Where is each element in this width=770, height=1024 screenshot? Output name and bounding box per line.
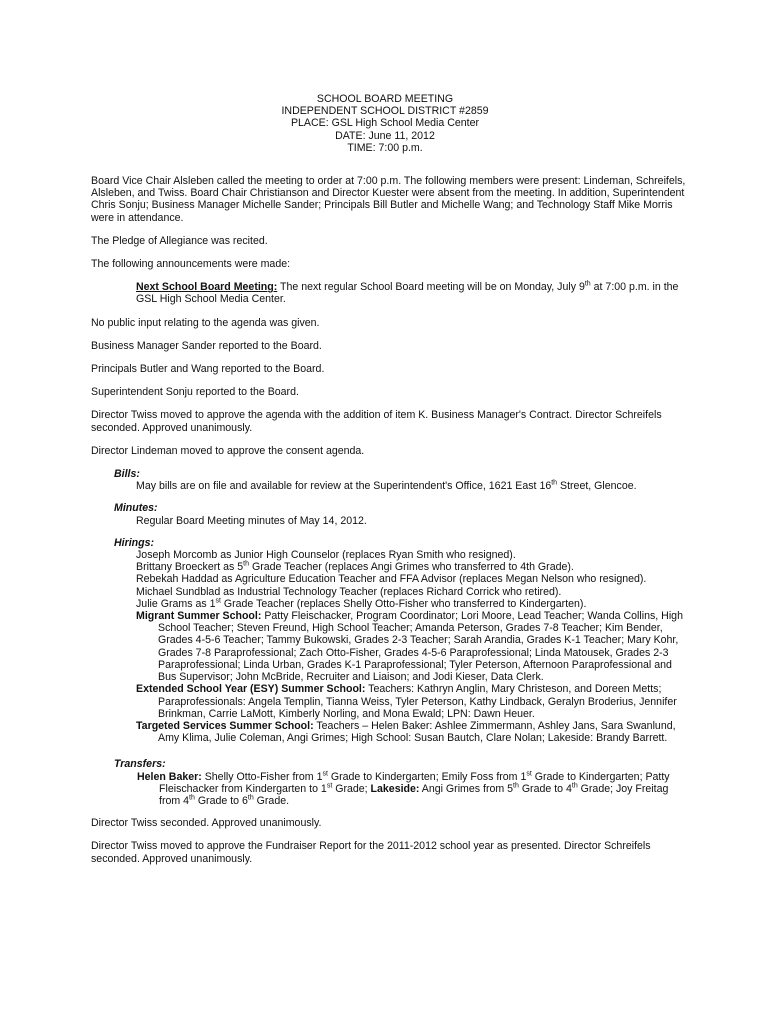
hirings-section bbox=[91, 537, 691, 744]
hiring-text: Brittany Broeckert as 5 bbox=[136, 561, 244, 574]
fundraiser-paragraph: Director Twiss moved to approve the Fundraiser Report for the 2011-2012 school year as presented. Director Schreifels seconded. Approved unanimously. bbox=[91, 840, 651, 865]
superscript: st bbox=[215, 597, 221, 605]
hiring-text: Grade Teacher (replaces Angi Grimes who transferred to 4th Grade). bbox=[249, 561, 574, 574]
bills-text bbox=[136, 480, 691, 492]
minutes-text: Regular Board Meeting minutes of May 14, 2012. bbox=[136, 514, 367, 527]
hiring-text: Grade Teacher (replaces Shelly Otto-Fisher who transferred to Kindergarten). bbox=[220, 597, 587, 610]
meeting-header bbox=[0, 93, 770, 154]
header-district: INDEPENDENT SCHOOL DISTRICT #2859 bbox=[281, 105, 489, 118]
hiring-item: Joseph Morcomb as Junior High Counselor (replaces Ryan Smith who resigned). bbox=[136, 549, 516, 562]
hirings-label: Hirings: bbox=[114, 536, 155, 549]
hiring-item bbox=[136, 561, 691, 573]
agenda-motion-paragraph: Director Twiss moved to approve the agenda with the addition of item K. Business Manager's Contract. Director Schreifels seconded. Approved unanimously. bbox=[91, 409, 662, 434]
consent-agenda-paragraph: Director Lindeman moved to approve the consent agenda. bbox=[91, 444, 365, 457]
transfer-item bbox=[91, 771, 691, 808]
header-title: SCHOOL BOARD MEETING bbox=[316, 93, 454, 105]
transfer-text: Grade to Kindergarten; Emily Foss from 1 bbox=[327, 770, 527, 783]
hiring-item bbox=[136, 610, 691, 683]
superscript: st bbox=[322, 769, 328, 777]
transfers-label: Transfers: bbox=[114, 758, 166, 771]
superscript: st bbox=[526, 769, 532, 777]
migrant-summer-school-text: Patty Fleischacker, Program Coordinator; Lori Moore, Lead Teacher; Wanda Collins, High School Teacher; Steven Freund, High School Teacher; Amanda Peterson, Grades 7-8 Teacher; Kim Bender, Grades 4-5-6 Teacher; Tammy Bukowski, Grades 2-3 Teacher; Sarah Arandia, Grades K-1 Teacher; Mary Kohr, Grades 7-8 Paraprofessional; Zach Otto-Fisher, Grades 4-5-6 Paraprofessional; Linda Matousek, Grades 2-3 Paraprofessional; Linda Urban, Grades K-1 Paraprofessional; Tyler Peterson, Afternoon Paraprofessional and Bus Supervisor; John McBride, Recruiter and Liaison; and Jodi Kieser, Data Clerk. bbox=[158, 610, 683, 684]
bills-section bbox=[91, 468, 691, 492]
transfer-text: Angi Grimes from 5 bbox=[419, 782, 514, 795]
esy-summer-school-text: Teachers: Kathryn Anglin, Mary Christeson, and Doreen Metts; Paraprofessionals: Angela Templin, Tianna Weiss, Tyler Peterson, Kathy Lindback, Geralyn Broderius, Jennifer Brinkman, Carrie LaMott, Kimberly Norling, and Mona Ewald; LPN: Dawn Heuer. bbox=[158, 683, 677, 720]
superscript: th bbox=[243, 560, 250, 568]
call-to-order-paragraph: Board Vice Chair Alsleben called the meeting to order at 7:00 p.m. The following members were present: Lindeman, Schreifels, Alsleben, and Twiss. Board Chair Christianson and Director Kuester were absent from the meeting. In addition, Superintendent Chris Sonju; Business Manager Michelle Sander; Principals Bill Butler and Michelle Wang; and Technology Staff Mike Morris were in attendance. bbox=[91, 175, 686, 224]
header-place: PLACE: GSL High School Media Center bbox=[290, 117, 480, 130]
transfer-text: Grade; bbox=[332, 782, 371, 795]
targeted-services-label: Targeted Services Summer School: bbox=[136, 719, 314, 732]
minutes-label: Minutes: bbox=[114, 502, 158, 515]
superscript: th bbox=[189, 794, 195, 802]
transfer-text: Shelly Otto-Fisher from 1 bbox=[201, 770, 323, 783]
hiring-text: Julie Grams as 1 bbox=[136, 597, 216, 610]
seconded-paragraph: Director Twiss seconded. Approved unanimously. bbox=[91, 817, 322, 830]
announcement-label: Next School Board Meeting: bbox=[136, 281, 278, 294]
header-date: DATE: June 11, 2012 bbox=[335, 129, 435, 142]
lakeside-label: Lakeside: bbox=[370, 782, 420, 795]
pledge-paragraph: The Pledge of Allegiance was recited. bbox=[91, 234, 268, 247]
announcement-item bbox=[91, 281, 691, 305]
announcement-text-cont: at 7:00 p.m. in the GSL High School Media Center. bbox=[136, 281, 679, 306]
esy-summer-school-label: Extended School Year (ESY) Summer School: bbox=[136, 683, 366, 696]
helen-baker-label: Helen Baker: bbox=[137, 770, 202, 783]
transfer-text: Grade. bbox=[253, 794, 290, 807]
transfer-text: Grade to Kindergarten; Patty Fleischacker from Kindergarten to 1 bbox=[159, 770, 670, 795]
principals-paragraph: Principals Butler and Wang reported to the Board. bbox=[91, 363, 325, 376]
public-input-paragraph: No public input relating to the agenda was given. bbox=[91, 316, 320, 329]
transfer-text: Grade to 4 bbox=[518, 782, 572, 795]
minutes-body bbox=[91, 175, 691, 876]
business-manager-paragraph: Business Manager Sander reported to the Board. bbox=[91, 339, 322, 352]
minutes-section bbox=[91, 502, 691, 526]
superscript: th bbox=[247, 794, 254, 802]
hiring-item bbox=[136, 683, 691, 720]
transfer-text: Grade; Joy Freitag from 4 bbox=[159, 782, 669, 807]
migrant-summer-school-label: Migrant Summer School: bbox=[136, 610, 262, 623]
hiring-item bbox=[136, 598, 691, 610]
superscript: st bbox=[326, 782, 333, 790]
bills-text-a: May bills are on file and available for review at the Superintendent's Office, 1621 East 16 bbox=[136, 480, 552, 493]
hiring-item: Michael Sundblad as Industrial Technology Teacher (replaces Richard Corrick who retired). bbox=[136, 585, 562, 598]
announcements-intro: The following announcements were made: bbox=[91, 258, 291, 271]
superscript: th bbox=[513, 782, 519, 790]
bills-text-b: Street, Glencoe. bbox=[557, 480, 637, 493]
bills-label: Bills: bbox=[114, 468, 140, 481]
announcement-text: The next regular School Board meeting will be on Monday, July 9 bbox=[277, 281, 585, 294]
header-time: TIME: 7:00 p.m. bbox=[347, 141, 423, 154]
transfers-section bbox=[91, 758, 691, 807]
targeted-services-text: Teachers – Helen Baker: Ashlee Zimmermann, Ashley Jans, Sara Swanlund, Amy Klima, Julie Coleman, Angi Grimes; High School: Susan Bautch, Clare Nolan; Lakeside: Brandy Barrett. bbox=[158, 719, 676, 745]
superintendent-paragraph: Superintendent Sonju reported to the Board. bbox=[91, 386, 299, 399]
transfer-text: Grade to 6 bbox=[194, 794, 248, 807]
superscript: th bbox=[584, 280, 591, 288]
superscript: th bbox=[551, 479, 558, 487]
superscript: th bbox=[571, 782, 578, 790]
hiring-item bbox=[136, 720, 691, 744]
hiring-item: Rebekah Haddad as Agriculture Education Teacher and FFA Advisor (replaces Megan Nelson who resigned). bbox=[136, 573, 647, 586]
